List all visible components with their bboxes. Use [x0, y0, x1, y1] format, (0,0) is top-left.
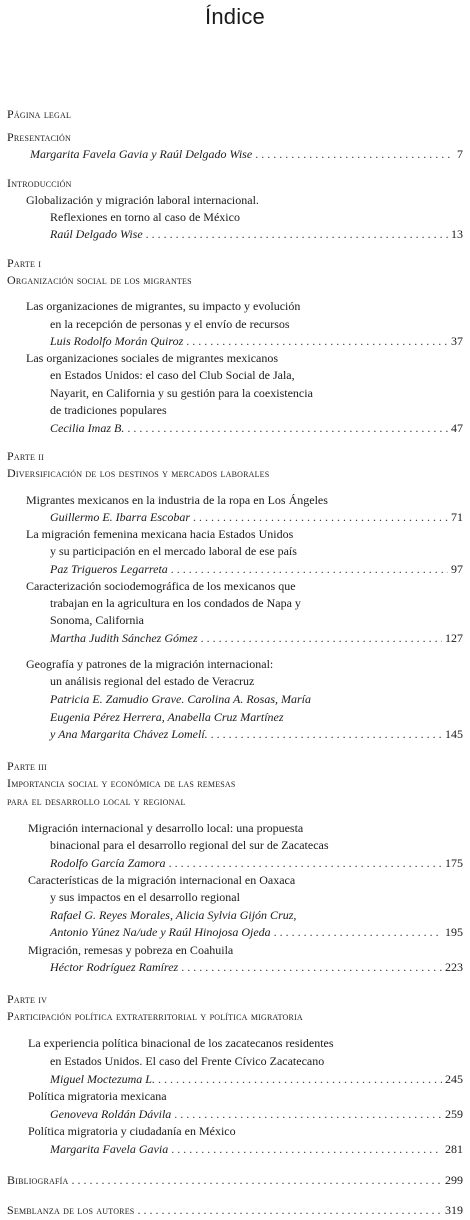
entry-label: Bibliografía — [7, 1173, 69, 1187]
dot-leader — [171, 562, 448, 576]
toc-entry[interactable] — [50, 727, 463, 741]
toc-entry-bibliografia[interactable] — [7, 1173, 463, 1187]
dot-leader — [137, 1203, 442, 1217]
part-title-4[interactable]: Participación política extraterritorial y política migratoria — [7, 1009, 303, 1023]
part-title-3-line-2[interactable]: para el desarrollo local y regional — [7, 794, 186, 808]
entry-title-line: y sus impactos en el desarrollo regional — [50, 890, 240, 904]
page-number: 47 — [451, 421, 463, 435]
entry-title-line: en Estados Unidos: el caso del Club Social de Jala, — [50, 368, 295, 382]
entry-title-line: Nayarit, en California y su gestión para la coexistencia — [50, 386, 313, 400]
toc-entry[interactable] — [50, 925, 463, 939]
toc-entry[interactable] — [50, 510, 463, 524]
entry-title-line: Características de la migración internacional en Oaxaca — [28, 873, 296, 887]
part-label-3: Parte iii — [7, 759, 47, 773]
toc-pagina-legal[interactable]: Página legal — [7, 107, 72, 121]
dot-leader — [127, 421, 448, 435]
entry-author: Guillermo E. Ibarra Escobar — [50, 510, 190, 524]
entry-title-line: La migración femenina mexicana hacia Estados Unidos — [26, 527, 294, 541]
entry-author: Paz Trigueros Legarreta — [50, 562, 168, 576]
dot-leader — [158, 1072, 442, 1086]
page-number: 259 — [445, 1107, 463, 1121]
entry-title-line: de tradiciones populares — [50, 403, 167, 417]
page-number: 97 — [451, 562, 463, 576]
part-label-4: Parte iv — [7, 992, 48, 1006]
entry-author: Cecilia Imaz B. — [50, 421, 125, 435]
entry-author-line: Eugenia Pérez Herrera, Anabella Cruz Martínez — [50, 710, 284, 724]
entry-author: Margarita Favela Gavia y Raúl Delgado Wise — [30, 147, 253, 161]
page-number: 175 — [445, 856, 463, 870]
toc-entry[interactable] — [50, 1072, 463, 1086]
page-number: 319 — [445, 1203, 463, 1217]
dot-leader — [201, 631, 442, 645]
part-label-2: Parte ii — [7, 449, 45, 463]
part-title-3[interactable]: Importancia social y económica de las remesas — [7, 776, 236, 790]
entry-author: y Ana Margarita Chávez Lomelí. — [50, 727, 208, 741]
entry-title-line: Reflexiones en torno al caso de México — [50, 210, 240, 224]
entry-title-line: Sonoma, California — [50, 613, 144, 627]
part-title-2[interactable]: Diversificación de los destinos y mercados laborales — [7, 466, 270, 480]
entry-author: Luis Rodolfo Morán Quiroz — [50, 334, 184, 348]
dot-leader — [181, 960, 442, 974]
dot-leader — [186, 334, 448, 348]
part-title-1[interactable]: Organización social de los migrantes — [7, 273, 192, 287]
page-title: Índice — [205, 4, 265, 29]
entry-title-line: Caracterización sociodemográfica de los mexicanos que — [26, 579, 296, 593]
toc-entry[interactable] — [50, 856, 463, 870]
entry-title-line: trabajan en la agricultura en los condados de Napa y — [50, 596, 301, 610]
entry-title-line: Las organizaciones de migrantes, su impacto y evolución — [26, 299, 301, 313]
entry-author: Margarita Favela Gavia — [50, 1142, 169, 1156]
page-number: 245 — [445, 1072, 463, 1086]
toc-entry-semblanza[interactable] — [7, 1203, 463, 1217]
dot-leader — [255, 147, 454, 161]
entry-title-line: y su participación en el mercado laboral de ese país — [50, 544, 297, 558]
entry-title-line: Política migratoria mexicana — [28, 1089, 167, 1103]
entry-title-line: Política migratoria y ciudadanía en México — [28, 1124, 236, 1138]
page-number: 223 — [445, 960, 463, 974]
page-number: 37 — [451, 334, 463, 348]
entry-title-line: Las organizaciones sociales de migrantes mexicanos — [26, 351, 279, 365]
toc-entry[interactable] — [50, 960, 463, 974]
page-number: 145 — [445, 727, 463, 741]
page-number: 127 — [445, 631, 463, 645]
entry-author: Héctor Rodríguez Ramírez — [50, 960, 179, 974]
page-number: 299 — [445, 1173, 463, 1187]
dot-leader — [211, 727, 442, 741]
dot-leader — [174, 1107, 442, 1121]
toc-entry[interactable] — [50, 631, 463, 645]
entry-author: Rodolfo García Zamora — [50, 856, 166, 870]
toc-entry[interactable] — [50, 334, 463, 348]
entry-title-line: Migrantes mexicanos en la industria de la ropa en Los Ángeles — [26, 493, 328, 507]
page-number: 13 — [451, 227, 463, 241]
entry-title-line: un análisis regional del estado de Veracruz — [50, 674, 255, 688]
entry-author: Miguel Moctezuma L. — [50, 1072, 155, 1086]
part-label-1: Parte i — [7, 256, 42, 270]
page-number: 71 — [451, 510, 463, 524]
entry-author-line: Rafael G. Reyes Morales, Alicia Sylvia Gijón Cruz, — [50, 908, 297, 922]
entry-title-line: Geografía y patrones de la migración internacional: — [26, 657, 274, 671]
dot-leader — [146, 227, 448, 241]
toc-entry[interactable] — [50, 1142, 463, 1156]
dot-leader — [193, 510, 448, 524]
entry-title-line: Globalización y migración laboral internacional. — [26, 193, 259, 207]
dot-leader — [171, 1142, 442, 1156]
entry-title-line: La experiencia política binacional de los zacatecanos residentes — [28, 1036, 334, 1050]
toc-entry-presentacion[interactable] — [30, 147, 463, 161]
entry-author: Genoveva Roldán Dávila — [50, 1107, 172, 1121]
entry-author: Martha Judith Sánchez Gómez — [50, 631, 198, 645]
entry-author-line: Patricia E. Zamudio Grave. Carolina A. Rosas, María — [50, 692, 311, 706]
section-heading-introduccion[interactable]: Introducción — [7, 176, 72, 190]
toc-entry[interactable] — [50, 1107, 463, 1121]
dot-leader — [274, 925, 442, 939]
toc-entry-introduccion[interactable] — [50, 227, 463, 241]
dot-leader — [72, 1173, 442, 1187]
entry-author: Raúl Delgado Wise — [50, 227, 143, 241]
entry-title-line: Migración internacional y desarrollo local: una propuesta — [28, 821, 304, 835]
section-heading-presentacion[interactable]: Presentación — [7, 130, 71, 144]
entry-author: Antonio Yúnez Na/ude y Raúl Hinojosa Ojeda — [50, 925, 271, 939]
page-number: 281 — [445, 1142, 463, 1156]
toc-entry[interactable] — [50, 421, 463, 435]
page-number: 7 — [457, 147, 463, 161]
entry-title-line: en la recepción de personas y el envío de recursos — [50, 317, 290, 331]
entry-title-line: Migración, remesas y pobreza en Coahuila — [28, 943, 234, 957]
entry-title-line: binacional para el desarrollo regional del sur de Zacatecas — [50, 838, 329, 852]
entry-label: Semblanza de los autores — [7, 1203, 135, 1217]
page-number: 195 — [445, 925, 463, 939]
toc-entry[interactable] — [50, 562, 463, 576]
entry-title-line: en Estados Unidos. El caso del Frente Cívico Zacatecano — [50, 1054, 325, 1068]
dot-leader — [169, 856, 442, 870]
